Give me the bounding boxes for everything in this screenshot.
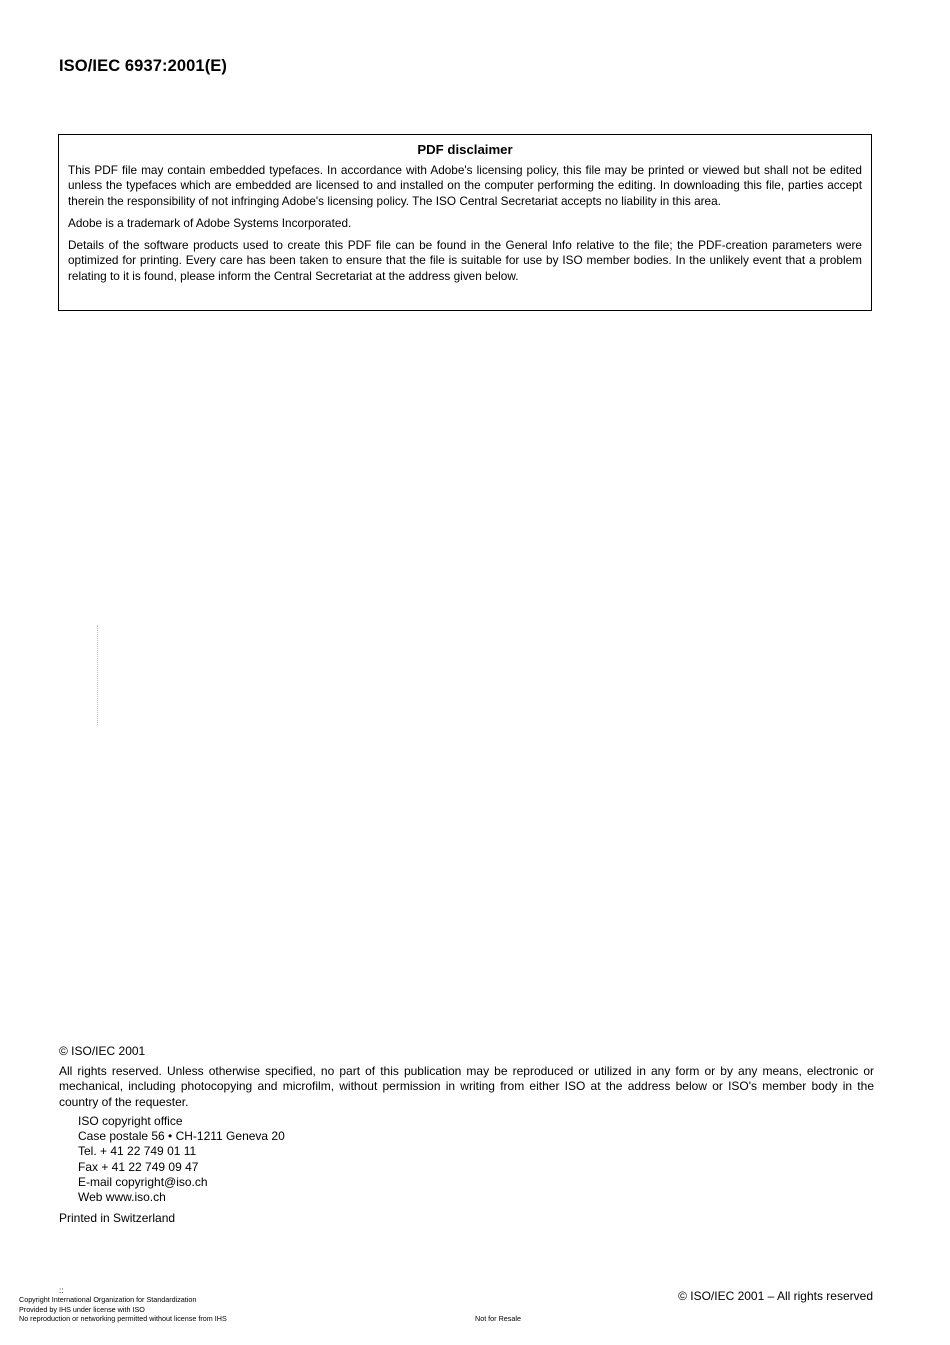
address-line-fax: Fax + 41 22 749 09 47 — [78, 1159, 199, 1174]
disclaimer-paragraph-software: Details of the software products used to create this PDF file can be found in the General Info relative to the file; the PDF-creation parameters were optimized for printing. Every care has been taken to ensure that the file is suitable for use by ISO member bodies. In the unlikely event that a problem relating to it is found, please inform the Central Secretariat at the address given below. — [68, 238, 862, 283]
address-line-office: ISO copyright office — [78, 1113, 183, 1128]
rights-statement: All rights reserved. Unless otherwise specified, no part of this publication may be reproduced or utilized in any form or by any means, electronic or mechanical, including photocopying and microfilm, without permission in writing from either ISO at the address below or ISO's member body in the country of the requester. — [59, 1064, 874, 1109]
copyright-notice: © ISO/IEC 2001 — [59, 1044, 146, 1058]
address-line-postal: Case postale 56 • CH-1211 Geneva 20 — [78, 1129, 285, 1144]
footer-dots-mark: :: — [59, 1286, 64, 1295]
pdf-disclaimer-box — [58, 134, 872, 311]
margin-dotted-mark — [97, 625, 100, 725]
disclaimer-paragraph-typefaces: This PDF file may contain embedded typefaces. In accordance with Adobe's licensing policy, this file may be printed or viewed but shall not be edited unless the typefaces which are embedded are licensed to and installed on the computer performing the editing. In downloading this file, parties accept therein the responsibility of not infringing Adobe's licensing policy. The ISO Central Secretariat accepts no liability in this area. — [68, 163, 862, 208]
document-id-header: ISO/IEC 6937:2001(E) — [59, 57, 227, 75]
address-line-telephone: Tel. + 41 22 749 01 11 — [78, 1144, 197, 1159]
disclaimer-title: PDF disclaimer — [417, 142, 513, 157]
copyright-block — [59, 1044, 874, 1226]
printed-in-note: Printed in Switzerland — [59, 1210, 176, 1225]
footer-not-for-resale: Not for Resale — [475, 1314, 521, 1323]
footer-license-line: Copyright International Organization for Standardization — [19, 1295, 197, 1304]
address-line-web: Web www.iso.ch — [78, 1190, 166, 1205]
disclaimer-paragraph-trademark: Adobe is a trademark of Adobe Systems Incorporated. — [68, 215, 352, 230]
footer-license-line: No reproduction or networking permitted without license from IHS — [19, 1314, 227, 1323]
footer-license-line: Provided by IHS under license with ISO — [19, 1304, 145, 1314]
footer-license-notice — [19, 1287, 227, 1324]
copyright-office-address — [78, 1114, 874, 1206]
footer-copyright: © ISO/IEC 2001 – All rights reserved — [678, 1289, 873, 1303]
address-line-email: E-mail copyright@iso.ch — [78, 1175, 208, 1189]
